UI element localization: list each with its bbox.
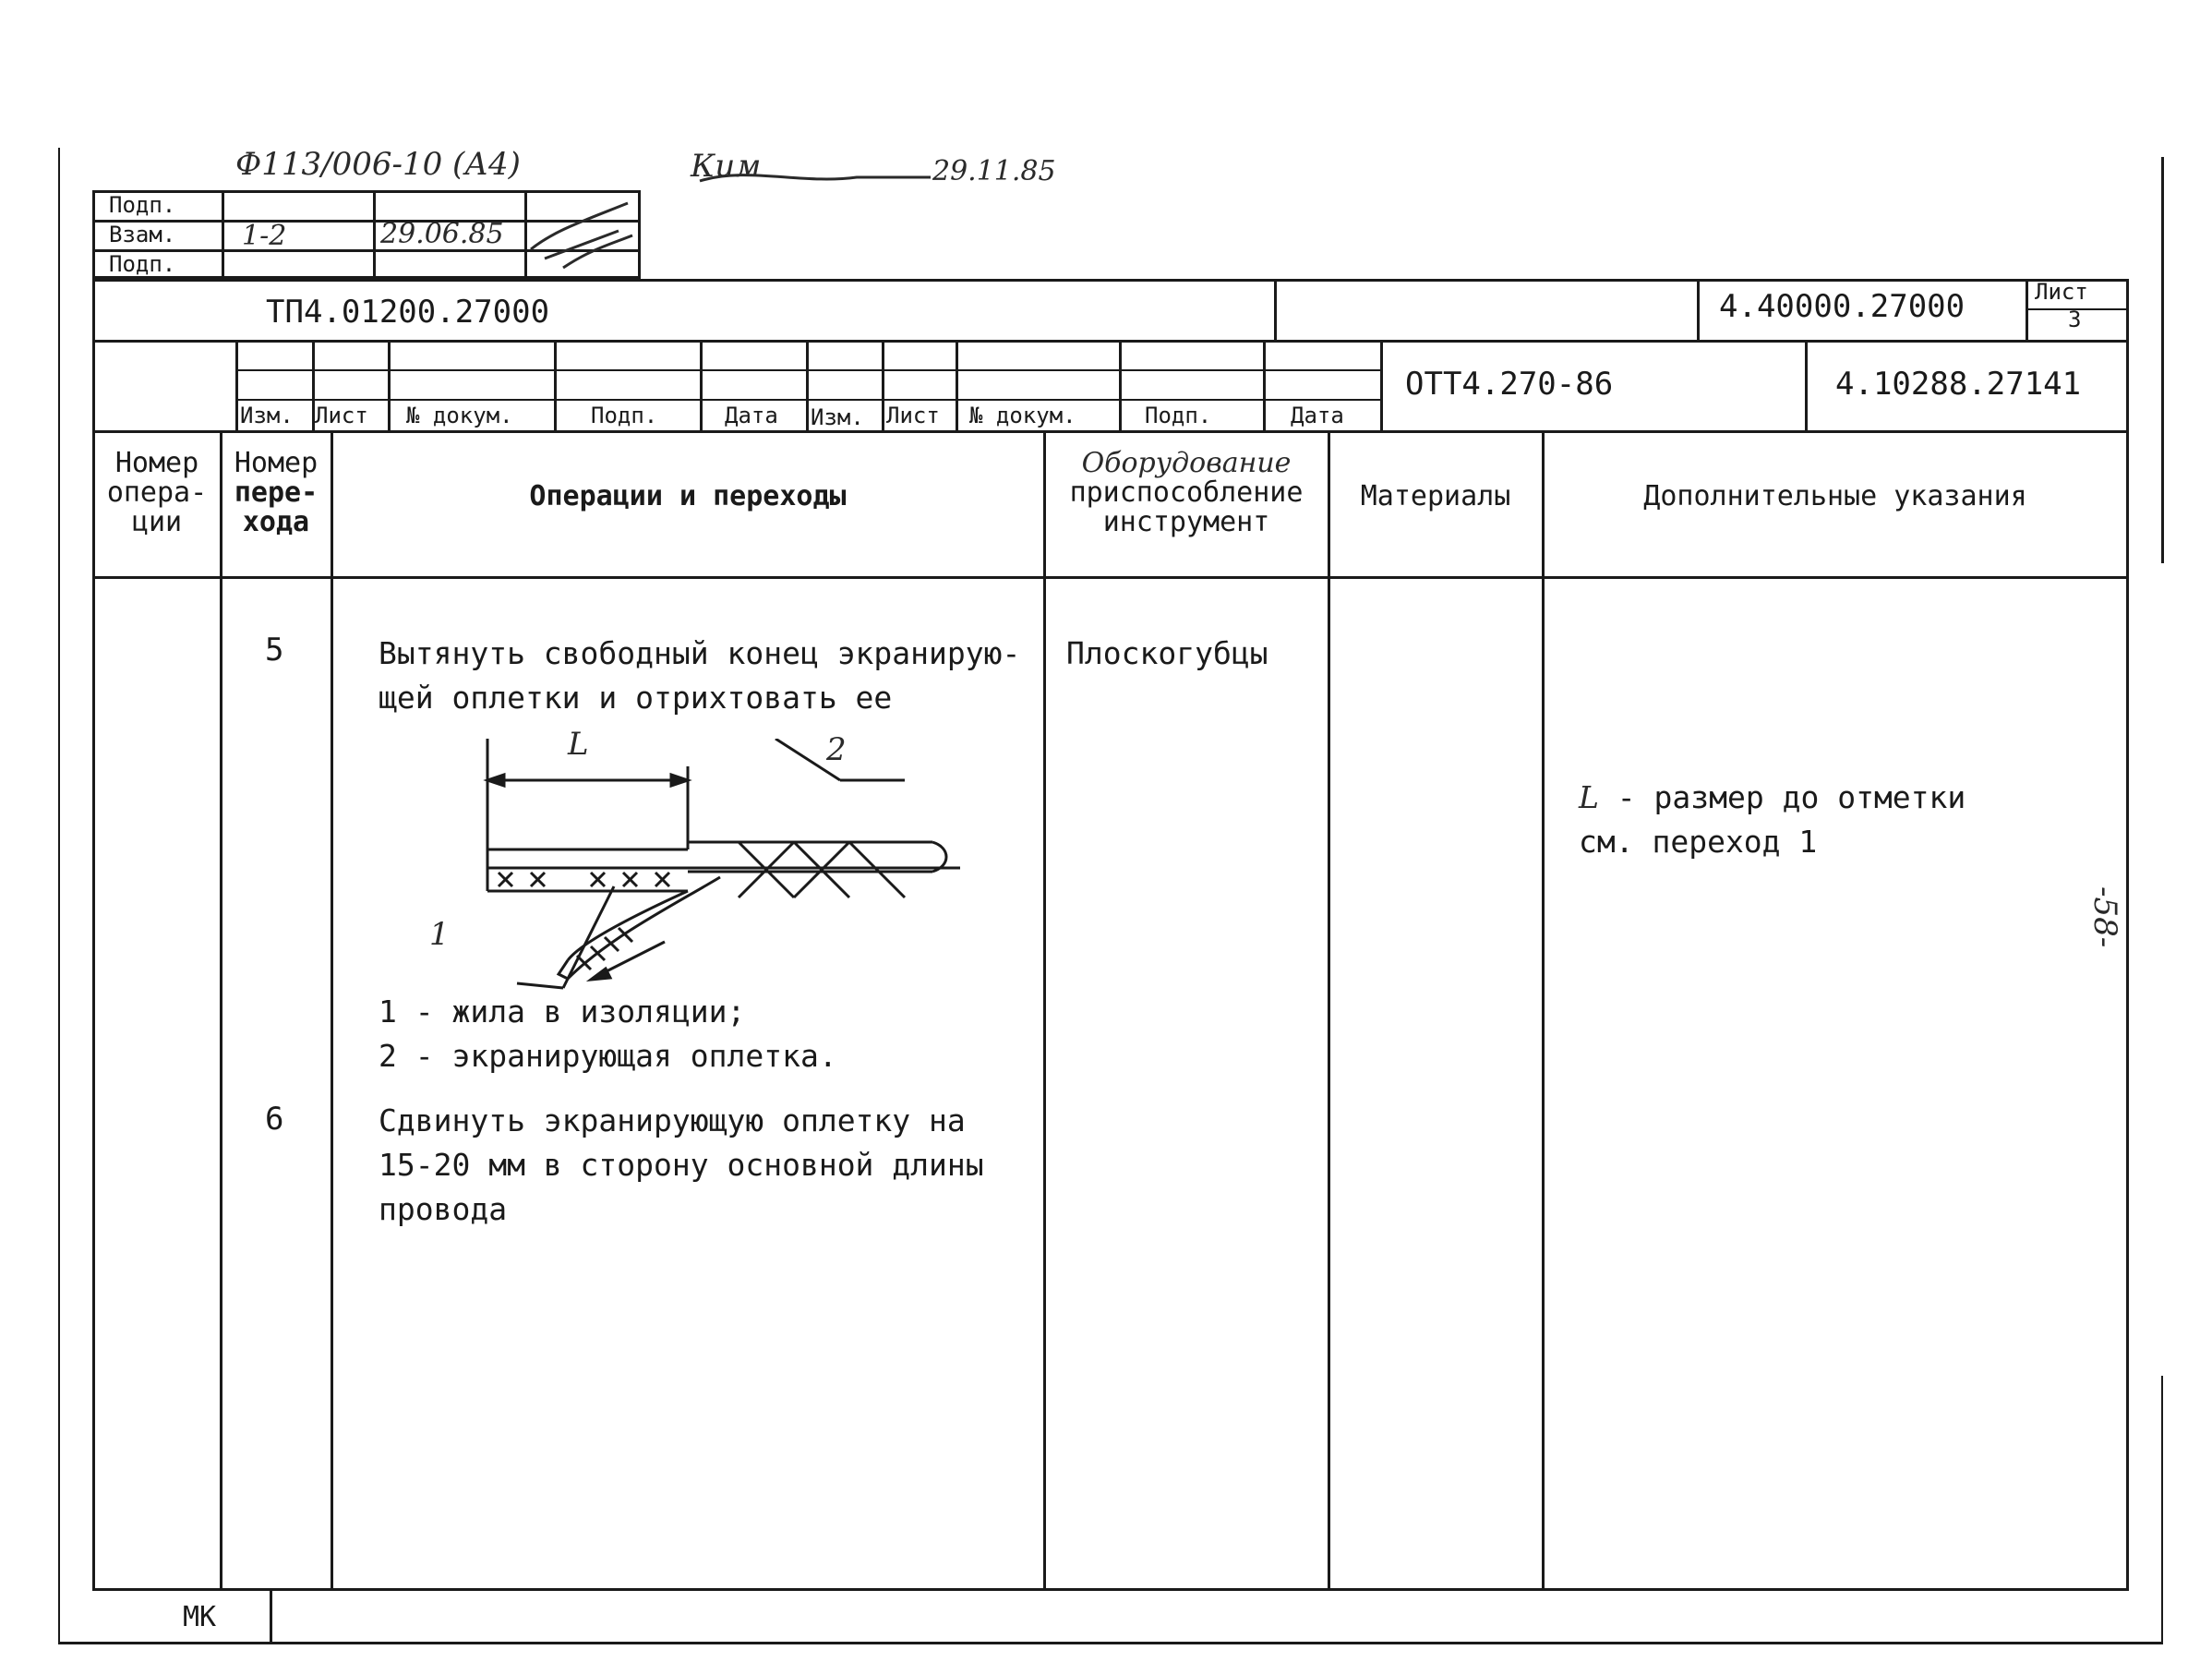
standard-code: ОТТ4.270-86 [1405, 366, 1614, 403]
right-doc-code: 4.40000.27000 [1719, 288, 1966, 325]
form-code-handwritten: Ф113/006-10 (А4) [235, 146, 521, 183]
col-header-materials: Материалы [1360, 480, 1511, 512]
step-6-text: Сдвинуть экранирующую оплетку на 15-20 мм в сторону основной длины провода [379, 1102, 984, 1227]
stamp-podp-value: 29.06.85 [380, 218, 504, 250]
footer-form-code: МК [183, 1601, 217, 1633]
signature-stroke [691, 157, 940, 194]
wire-braid-drawing [406, 739, 997, 1006]
sheet-number: 3 [2068, 307, 2082, 332]
rev-label-date-1: Дата [725, 403, 778, 428]
signature-date: 29.11.85 [932, 155, 1056, 187]
rev-label-podp-1: Подп. [591, 403, 658, 428]
stamp-podp-top: Подп. [109, 192, 176, 218]
col-header-equipment: Оборудование приспособление инструмент [1069, 447, 1304, 538]
col-divider-2 [331, 430, 333, 1588]
stamp-vzam-value: 1-2 [242, 220, 287, 252]
right-margin-line-bottom [2161, 1376, 2163, 1644]
step-5-legend: 1 - жила в изоляции; 2 - экранирующая оплетка. [379, 994, 837, 1074]
stamp-vzam: Взам. [109, 222, 176, 247]
doc-code: ТП4.01200.27000 [266, 294, 550, 331]
col-divider-3 [1043, 430, 1046, 1588]
rev-label-date-2: Дата [1291, 403, 1344, 428]
rev-label-list-2: Лист [886, 403, 940, 428]
frame-right [2126, 279, 2129, 1588]
step-number-6: 6 [265, 1101, 284, 1138]
stamp-podp-bottom: Подп. [109, 251, 176, 277]
rev-label-podp-2: Подп. [1145, 403, 1212, 428]
rev-label-doc-1: № докум. [406, 403, 513, 428]
page-number: -58- [2086, 886, 2123, 948]
col-header-operations: Операции и переходы [529, 480, 847, 512]
notes-symbol: L [1579, 779, 1599, 815]
drawing-dim-label: L [568, 726, 589, 763]
stamp-signature [526, 194, 637, 277]
col-divider-1 [220, 430, 222, 1588]
drawing-code: 4.10288.27141 [1835, 366, 2082, 403]
step-number-5: 5 [265, 632, 284, 668]
sheet-label: Лист [2035, 279, 2088, 305]
notes-text: L - размер до отметки см. переход 1 [1579, 779, 1966, 860]
signature: Ким [691, 148, 762, 185]
col-divider-5 [1542, 430, 1545, 1588]
col-divider-4 [1328, 430, 1330, 1588]
step-5-tool: Плоскогубцы [1066, 635, 1268, 671]
left-margin-line [58, 148, 60, 1644]
drawing-callout-1: 1 [429, 916, 450, 953]
rev-label-list-1: Лист [315, 403, 368, 428]
drawing-callout-2: 2 [826, 731, 847, 768]
rev-label-doc-2: № докум. [969, 403, 1076, 428]
col-header-step-number: Номер пере- хода [234, 447, 319, 538]
right-margin-line-top [2161, 157, 2164, 563]
col-header-op-number: Номер опера- ции [106, 447, 208, 538]
col-header-notes: Дополнительные указания [1643, 480, 2027, 512]
rev-label-izm-2: Изм. [811, 404, 864, 430]
rev-label-izm-1: Изм. [240, 403, 294, 428]
step-5-text: Вытянуть свободный конец экранирую- щей оплетки и отрихтовать ее [379, 635, 1021, 716]
